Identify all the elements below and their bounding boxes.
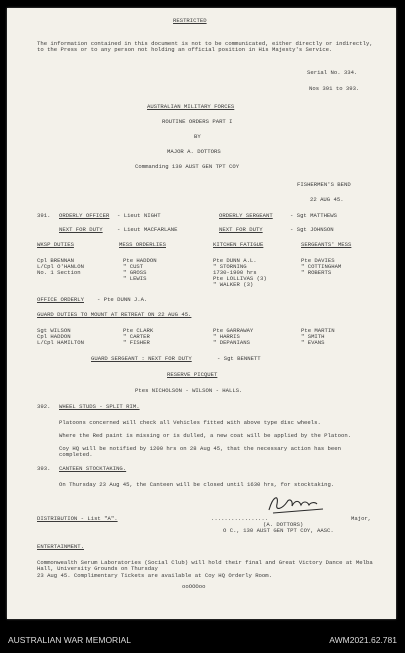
document-page	[7, 8, 396, 619]
reserve-picquet-names: Ptes NICHOLSON - WILSON - HALLS.	[135, 387, 243, 394]
wksp-duty-row: No. 1 Section	[37, 269, 81, 276]
mess-orderly-row: Pte HADDON	[123, 257, 157, 264]
kitchen-fatigue-row: " WALKER (3)	[213, 281, 254, 288]
guard-row: " SMITH	[301, 333, 325, 340]
next-for-duty-2-name: - Sgt JOHNSON	[290, 226, 334, 233]
handwritten-signature	[265, 492, 329, 516]
signature-title: O C., 130 AUST GEN TPT COY, AASC.	[223, 527, 334, 534]
serial-number: Serial No. 334.	[307, 69, 358, 76]
guard-row: Pte MARTIN	[301, 327, 335, 334]
footer-institution: AUSTRALIAN WAR MEMORIAL	[8, 635, 131, 645]
signature-dots: .................	[211, 515, 269, 522]
kitchen-fatigue-row: Pte DUNN A.L.	[213, 257, 257, 264]
entertainment-paragraph: 23 Aug 45. Complimentary Tickets are available at Coy HQ Orderly Room.	[37, 572, 272, 579]
office-orderly-name: - Pte DUNN J.A.	[97, 296, 148, 303]
guard-row: L/Cpl HAMILTON	[37, 339, 84, 346]
sergeants-mess-header: SERGEANTS' MESS	[301, 241, 352, 248]
orderly-sergeant-label: ORDERLY SERGEANT	[219, 212, 273, 219]
sergeants-mess-row: " ROBERTS	[301, 269, 332, 276]
title-line-4: MAJOR A. DOTTORS	[167, 148, 221, 155]
office-orderly-label: OFFICE ORDERLY	[37, 296, 84, 303]
guard-row: Sgt WILSON	[37, 327, 71, 334]
guard-sergeant-label: GUARD SERGEANT : NEXT FOR DUTY	[91, 355, 192, 362]
order-numbers: Nos 391 to 393.	[309, 85, 360, 92]
date: 22 AUG 45.	[310, 196, 344, 203]
next-for-duty-2-label: NEXT FOR DUTY	[219, 226, 263, 233]
order-392-title: WHEEL STUDS - SPLIT RIM.	[59, 403, 140, 410]
mess-orderly-row: " LEWIS	[123, 275, 147, 282]
guard-row: Pte GARRAWAY	[213, 327, 254, 334]
guard-row: " FISHER	[123, 339, 150, 346]
title-line-3: BY	[194, 133, 201, 140]
wksp-duty-row: L/Cpl O'HANLON	[37, 263, 84, 270]
place: FISHERMEN'S BEND	[297, 181, 351, 188]
footer-accession: AWM2021.62.781	[329, 635, 397, 645]
order-392-paragraph: Coy HQ will be notified by 1200 hrs on 28 Aug 45, that the necessary action has been completed.	[59, 445, 341, 459]
sergeants-mess-row: " COTTINGHAM	[301, 263, 342, 270]
signature-name: (A. DOTTORS)	[263, 521, 304, 528]
wksp-duty-row: Cpl BRENNAN	[37, 257, 74, 264]
archive-footer	[0, 627, 405, 653]
next-for-duty-label: NEXT FOR DUTY	[59, 226, 103, 233]
mess-orderly-row: " CUST	[123, 263, 144, 270]
mess-orderlies-header: MESS ORDERLIES	[119, 241, 166, 248]
entertainment-paragraph: Commonwealth Serum Laboratories (Social Club) will hold their final and Great Victory Dance at Melba Hall, University Grounds on Thursday	[37, 559, 373, 573]
title-line-5: Commanding 130 AUST GEN TPT COY	[135, 163, 240, 170]
next-for-duty-name: - Lieut MACFARLANE	[117, 226, 178, 233]
title-line-2: ROUTINE ORDERS PART I	[162, 118, 233, 125]
kitchen-fatigue-row: 1730-1900 hrs	[213, 269, 257, 276]
guard-sergeant-name: - Sgt BENNETT	[217, 355, 261, 362]
entertainment-heading: ENTERTAINMENT.	[37, 543, 84, 550]
title-line-1: AUSTRALIAN MILITARY FORCES	[147, 103, 235, 110]
security-notice: The information contained in this document is not to be communicated, either directly or indirectly, to the Press or to any person not holding an official position in His Majesty's Service.	[37, 40, 373, 54]
end-mark: ooOOOoo	[182, 583, 206, 590]
signature-rank: Major,	[351, 515, 372, 522]
guard-row: Cpl HADDON	[37, 333, 71, 340]
kitchen-fatigue-row: " STORNING	[213, 263, 247, 270]
order-392-paragraph: Platoons concerned will check all Vehicles fitted with above type disc wheels.	[59, 419, 321, 426]
guard-row: " EVANS	[301, 339, 325, 346]
order-391-number: 391.	[37, 212, 51, 219]
order-393-paragraph: On Thursday 23 Aug 45, the Canteen will be closed until 1630 hrs, for stocktaking.	[59, 481, 335, 488]
guard-row: " CARTER	[123, 333, 150, 340]
guard-row: Pte CLARK	[123, 327, 154, 334]
orderly-sergeant-name: - Sgt MATTHEWS	[290, 212, 337, 219]
restricted-heading: RESTRICTED	[173, 17, 207, 24]
guard-row: " HARRIS	[213, 333, 240, 340]
kitchen-fatigue-row: Pte LOLLIVAS (3)	[213, 275, 267, 282]
order-392-paragraph: Where the Red paint is missing or is dulled, a new coat will be applied by the Platoon.	[59, 432, 352, 439]
orderly-officer-label: ORDERLY OFFICER	[59, 212, 110, 219]
guard-row: " DEPANIANS	[213, 339, 250, 346]
reserve-picquet-heading: RESERVE PICQUET	[167, 371, 218, 378]
guard-duties-heading: GUARD DUTIES TO MOUNT AT RETREAT ON 22 AUG 45.	[37, 311, 192, 318]
mess-orderly-row: " GROSS	[123, 269, 147, 276]
kitchen-fatigue-header: KITCHEN FATIGUE	[213, 241, 264, 248]
order-393-title: CANTEEN STOCKTAKING.	[59, 465, 127, 472]
order-393-number: 393.	[37, 465, 51, 472]
orderly-officer-name: - Lieut NIGHT	[117, 212, 161, 219]
order-392-number: 392.	[37, 403, 51, 410]
wksp-duties-header: WKSP DUTIES	[37, 241, 74, 248]
distribution-line: DISTRIBUTION - List "A".	[37, 515, 118, 522]
sergeants-mess-row: Pte DAVIES	[301, 257, 335, 264]
